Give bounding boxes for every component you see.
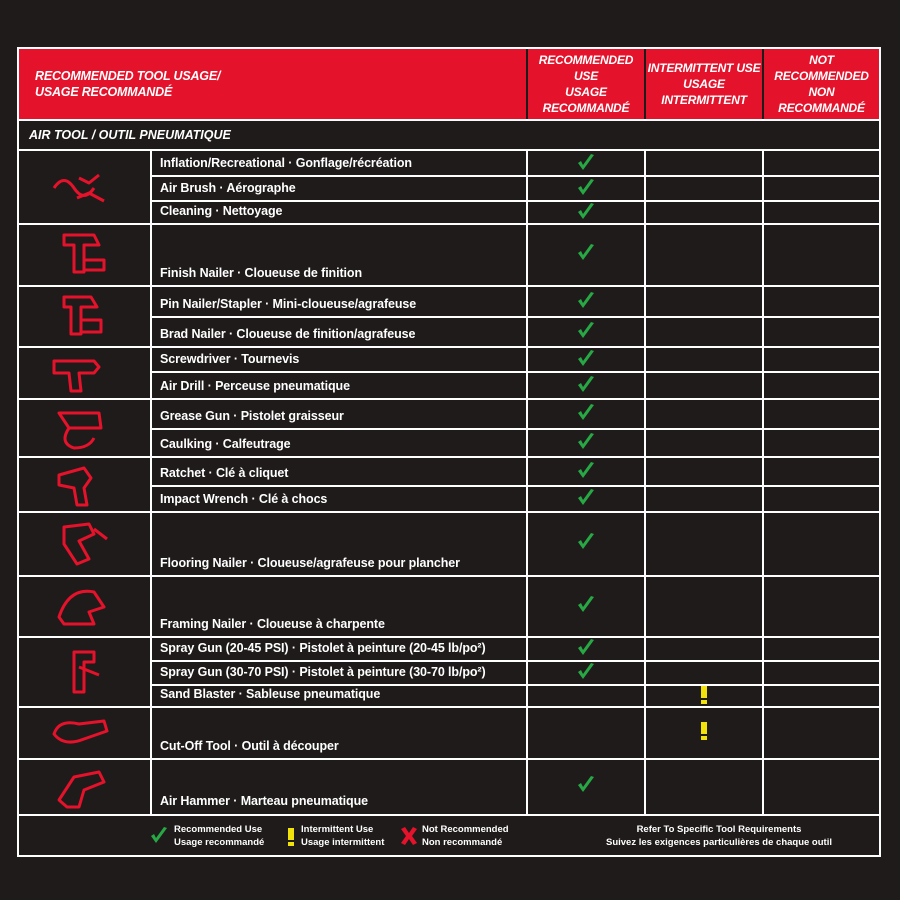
legend-label-en: Intermittent Use xyxy=(301,824,374,835)
recommended-check-icon xyxy=(576,432,596,452)
inflation-accessories-icon xyxy=(49,163,119,213)
separator-dot: · xyxy=(246,617,257,631)
tool-name-fr: Mini-cloueuse/agrafeuse xyxy=(272,297,417,311)
tool-name-fr: Calfeutrage xyxy=(222,437,291,451)
header-col-fr: USAGE RECOMMANDÉ xyxy=(542,85,630,115)
recommended-check-icon xyxy=(576,595,596,615)
finish-nailer-icon xyxy=(49,230,119,280)
tool-name-fr: Clé à chocs xyxy=(258,492,328,506)
tool-name-en: Cut-Off Tool xyxy=(160,739,231,753)
tool-row-label xyxy=(160,739,530,753)
header-col-en: NOT RECOMMENDED xyxy=(774,53,869,83)
row-divider xyxy=(150,684,879,686)
row-divider xyxy=(150,175,879,177)
legend-recommended xyxy=(174,823,264,849)
recommended-check-icon xyxy=(576,403,596,423)
legend-x-icon xyxy=(399,826,419,846)
tool-row-label xyxy=(160,665,530,679)
tool-name-en: Grease Gun xyxy=(160,409,230,423)
tool-usage-chart xyxy=(17,47,881,857)
legend-exclamation-icon xyxy=(281,827,301,847)
tool-row-label xyxy=(160,409,530,423)
recommended-check-icon xyxy=(576,532,596,552)
header-col-en: INTERMITTENT USE xyxy=(647,61,761,75)
row-divider xyxy=(150,316,879,318)
tool-name-en: Flooring Nailer xyxy=(160,556,247,570)
header-col-fr: USAGE INTERMITTENT xyxy=(661,77,747,107)
tool-name-en: Air Drill xyxy=(160,379,205,393)
tool-name-en: Cleaning xyxy=(160,204,212,218)
tool-name-en: Spray Gun (30-70 PSI) xyxy=(160,665,289,679)
group-divider xyxy=(19,285,879,287)
separator-dot: · xyxy=(288,641,300,655)
separator-dot: · xyxy=(229,409,241,423)
separator-dot: · xyxy=(248,492,259,506)
section-header xyxy=(19,121,879,151)
tool-name-en: Finish Nailer xyxy=(160,266,234,280)
separator-dot: · xyxy=(205,466,216,480)
tool-row-label xyxy=(160,352,530,366)
tool-row-label xyxy=(160,266,530,280)
tool-name-fr: Cloueuse à charpente xyxy=(256,617,385,631)
legend-label-fr: Usage intermittent xyxy=(301,837,385,848)
separator-dot: · xyxy=(235,687,247,701)
legend-label-en: Not Recommended xyxy=(422,824,509,835)
group-divider xyxy=(19,346,879,348)
tool-name-en: Air Brush xyxy=(160,181,217,195)
header-intermittent-use xyxy=(646,49,762,119)
tool-name-en: Impact Wrench xyxy=(160,492,249,506)
grease-gun-icon xyxy=(49,403,119,453)
recommended-check-icon xyxy=(576,638,596,658)
group-divider xyxy=(19,758,879,760)
header-bar xyxy=(19,49,879,119)
column-divider xyxy=(762,149,764,814)
group-divider xyxy=(19,398,879,400)
separator-dot: · xyxy=(233,266,245,280)
row-divider xyxy=(150,200,879,202)
recommended-check-icon xyxy=(576,488,596,508)
row-divider xyxy=(150,660,879,662)
row-divider xyxy=(150,371,879,373)
tool-name-en: Ratchet xyxy=(160,466,206,480)
separator-dot: · xyxy=(230,739,242,753)
separator-dot: · xyxy=(246,556,258,570)
tool-name-en: Framing Nailer xyxy=(160,617,247,631)
separator-dot: · xyxy=(229,794,241,808)
group-divider xyxy=(19,636,879,638)
legend-label-fr: Usage recommandé xyxy=(174,837,265,848)
framing-nailer-icon xyxy=(49,582,119,632)
tool-name-en: Brad Nailer xyxy=(160,327,226,341)
air-hammer-icon xyxy=(49,762,119,812)
group-divider xyxy=(19,706,879,708)
tool-name-fr: Pistolet à peinture (30-70 lb/po²) xyxy=(299,665,486,679)
tool-name-en: Caulking xyxy=(160,437,212,451)
recommended-check-icon xyxy=(576,153,596,173)
group-divider xyxy=(19,511,879,513)
tool-name-en: Inflation/Recreational xyxy=(160,156,285,170)
intermittent-exclamation-icon xyxy=(694,721,714,741)
legend-intermittent xyxy=(301,823,384,849)
intermittent-exclamation-icon xyxy=(694,685,714,705)
column-divider xyxy=(644,149,646,814)
tool-row-label xyxy=(160,492,530,506)
tool-name-fr: Aérographe xyxy=(226,181,296,195)
screwdriver-drill-icon xyxy=(49,349,119,399)
recommended-check-icon xyxy=(576,178,596,198)
tool-name-en: Pin Nailer/Stapler xyxy=(160,297,262,311)
recommended-check-icon xyxy=(576,349,596,369)
tool-name-fr: Pistolet à peinture (20-45 lb/po²) xyxy=(299,641,486,655)
legend-not-recommended xyxy=(422,823,509,849)
header-col-en: RECOMMENDED USE xyxy=(538,53,634,83)
separator-dot: · xyxy=(204,379,216,393)
tool-row-label xyxy=(160,204,530,218)
section-title: AIR TOOL / OUTIL PNEUMATIQUE xyxy=(29,128,231,142)
tool-row-label xyxy=(160,437,530,451)
separator-dot: · xyxy=(225,327,237,341)
tool-row-label xyxy=(160,687,530,701)
pin-nailer-icon xyxy=(49,292,119,342)
recommended-check-icon xyxy=(576,291,596,311)
legend-check-icon xyxy=(149,826,169,846)
recommended-check-icon xyxy=(576,243,596,263)
recommended-check-icon xyxy=(576,775,596,795)
header-divider xyxy=(762,49,764,119)
tool-name-en: Spray Gun (20-45 PSI) xyxy=(160,641,289,655)
tool-name-fr: Sableuse pneumatique xyxy=(246,687,381,701)
recommended-check-icon xyxy=(576,321,596,341)
legend-label-en: Recommended Use xyxy=(174,824,263,835)
column-divider xyxy=(150,149,152,814)
header-title xyxy=(35,49,515,119)
tool-row-label xyxy=(160,379,530,393)
recommended-check-icon xyxy=(576,662,596,682)
spray-gun-icon xyxy=(49,647,119,697)
tool-name-fr: Tournevis xyxy=(241,352,300,366)
group-divider xyxy=(19,223,879,225)
header-recommended-use xyxy=(528,49,644,119)
tool-name-en: Air Hammer xyxy=(160,794,230,808)
legend-top-rule xyxy=(19,814,879,816)
tool-row-label xyxy=(160,556,530,570)
header-not-recommended xyxy=(764,49,879,119)
tool-name-en: Screwdriver xyxy=(160,352,231,366)
header-col-fr: NON RECOMMANDÉ xyxy=(778,85,865,115)
header-divider xyxy=(526,49,528,119)
tool-name-fr: Pistolet graisseur xyxy=(240,409,344,423)
row-divider xyxy=(150,485,879,487)
recommended-check-icon xyxy=(576,461,596,481)
tool-name-fr: Clé à cliquet xyxy=(215,466,289,480)
tool-row-label xyxy=(160,794,530,808)
tool-name-fr: Cloueuse de finition xyxy=(244,266,362,280)
tool-row-label xyxy=(160,156,530,170)
separator-dot: · xyxy=(288,665,300,679)
tool-row-label xyxy=(160,181,530,195)
tool-row-label xyxy=(160,617,530,631)
header-divider xyxy=(644,49,646,119)
group-divider xyxy=(19,575,879,577)
tool-name-en: Sand Blaster xyxy=(160,687,236,701)
header-title-fr: USAGE RECOMMANDÉ xyxy=(35,85,173,99)
tool-name-fr: Cloueuse de finition/agrafeuse xyxy=(236,327,416,341)
column-divider xyxy=(526,149,528,814)
tool-name-fr: Nettoyage xyxy=(222,204,283,218)
tool-name-fr: Outil à découper xyxy=(241,739,339,753)
tool-name-fr: Cloueuse/agrafeuse pour plancher xyxy=(257,556,460,570)
separator-dot: · xyxy=(261,297,273,311)
legend-label-fr: Non recommandé xyxy=(422,837,503,848)
separator-dot: · xyxy=(284,156,296,170)
recommended-check-icon xyxy=(576,375,596,395)
tool-name-fr: Gonflage/récréation xyxy=(295,156,412,170)
cut-off-tool-icon xyxy=(49,709,119,759)
separator-dot: · xyxy=(211,204,223,218)
legend-note xyxy=(569,823,869,849)
recommended-check-icon xyxy=(576,202,596,222)
group-divider xyxy=(19,456,879,458)
separator-dot: · xyxy=(230,352,242,366)
tool-row-label xyxy=(160,297,530,311)
separator-dot: · xyxy=(211,437,223,451)
tool-name-fr: Marteau pneumatique xyxy=(240,794,368,808)
tool-row-label xyxy=(160,327,530,341)
impact-wrench-icon xyxy=(49,460,119,510)
row-divider xyxy=(150,428,879,430)
flooring-nailer-icon xyxy=(49,519,119,569)
tool-row-label xyxy=(160,466,530,480)
tool-name-fr: Perceuse pneumatique xyxy=(215,379,350,393)
separator-dot: · xyxy=(216,181,227,195)
header-title-en: RECOMMENDED TOOL USAGE/ xyxy=(35,69,221,83)
tool-row-label xyxy=(160,641,530,655)
legend-note-fr: Suivez les exigences particulières de chaque outil xyxy=(606,837,832,848)
legend-note-en: Refer To Specific Tool Requirements xyxy=(636,824,802,835)
